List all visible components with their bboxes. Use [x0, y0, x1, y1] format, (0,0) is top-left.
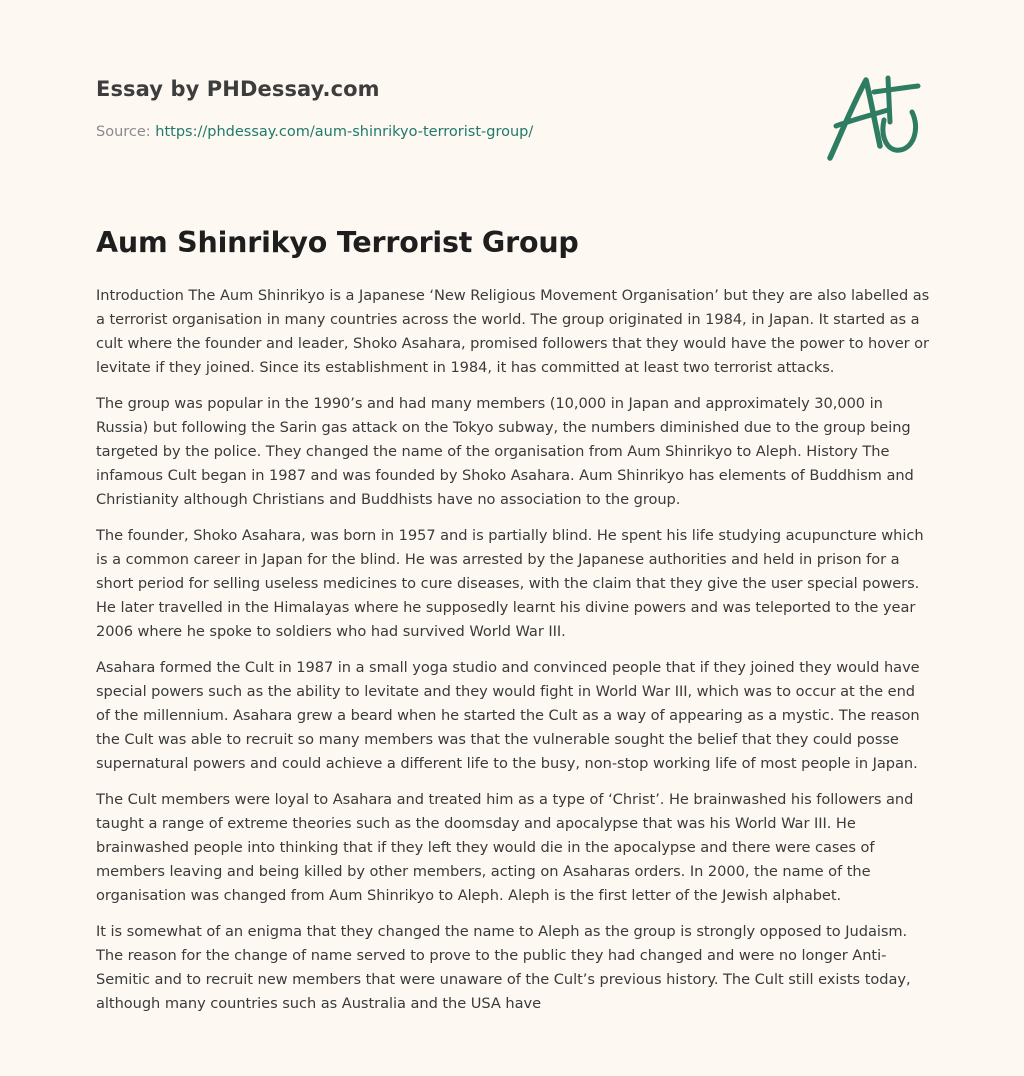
a-plus-logo-icon	[822, 66, 926, 164]
page-header	[96, 0, 928, 190]
essay-paragraph: The founder, Shoko Asahara, was born in 1957 and is partially blind. He spent his life studying acupuncture which is a common career in Japan for the blind. He was arrested by the Japanese authorities and held in prison for a short period for selling useless medicines to cure diseases, with the claim that they give the user special powers. He later travelled in the Himalayas where he supposedly learnt his divine powers and was teleported to the year 2006 where he spoke to soldiers who had survived World War III.	[96, 527, 924, 640]
essay-body	[96, 284, 932, 1028]
essay-paragraph: The Cult members were loyal to Asahara and treated him as a type of ‘Christ’. He brainwashed his followers and taught a range of extreme theories such as the doomsday and apocalypse that was his World War III. He brainwashed people into thinking that if they left they would die in the apocalypse and there were cases of members leaving and being killed by other members, acting on Asaharas orders. In 2000, the name of the organisation was changed from Aum Shinrikyo to Aleph. Aleph is the first letter of the Jewish alphabet.	[96, 791, 914, 904]
source-label: Source:	[96, 124, 156, 140]
essay-paragraph: Introduction The Aum Shinrikyo is a Japanese ‘New Religious Movement Organisation’ but they are also labelled as a terrorist organisation in many countries across the world. The group originated in 1984, in Japan. It started as a cult where the founder and leader, Shoko Asahara, promised followers that they would have the power to hover or levitate if they joined. Since its establishment in 1984, it has committed at least two terrorist attacks.	[96, 287, 930, 376]
essay-title: Aum Shinrikyo Terrorist Group	[96, 226, 579, 259]
essay-paragraph: It is somewhat of an enigma that they changed the name to Aleph as the group is strongly opposed to Judaism. The reason for the change of name served to prove to the public they had changed and were no longer Anti-Semitic and to recruit new members that were unaware of the Cult’s previous history. The Cult still exists today, although many countries such as Australia and the USA have	[96, 923, 911, 1012]
essay-paragraph: The group was popular in the 1990’s and had many members (10,000 in Japan and approximately 30,000 in Russia) but following the Sarin gas attack on the Tokyo subway, the numbers diminished due to the group being targeted by the police. They changed the name of the organisation from Aum Shinrikyo to Aleph. History The infamous Cult began in 1987 and was founded by Shoko Asahara. Aum Shinrikyo has elements of Buddhism and Christianity although Christians and Buddhists have no association to the group.	[96, 395, 914, 508]
source-link[interactable]: https://phdessay.com/aum-shinrikyo-terrorist-group/	[155, 124, 534, 140]
source-line	[96, 124, 533, 140]
essay-paragraph: Asahara formed the Cult in 1987 in a small yoga studio and convinced people that if they joined they would have special powers such as the ability to levitate and they would fight in World War III, which was to occur at the end of the millennium. Asahara grew a beard when he started the Cult as a way of appearing as a mystic. The reason the Cult was able to recruit so many members was that the vulnerable sought the belief that they could posse supernatural powers and could achieve a different life to the busy, non-stop working life of most people in Japan.	[96, 659, 920, 772]
site-brand: Essay by PHDessay.com	[96, 77, 380, 101]
